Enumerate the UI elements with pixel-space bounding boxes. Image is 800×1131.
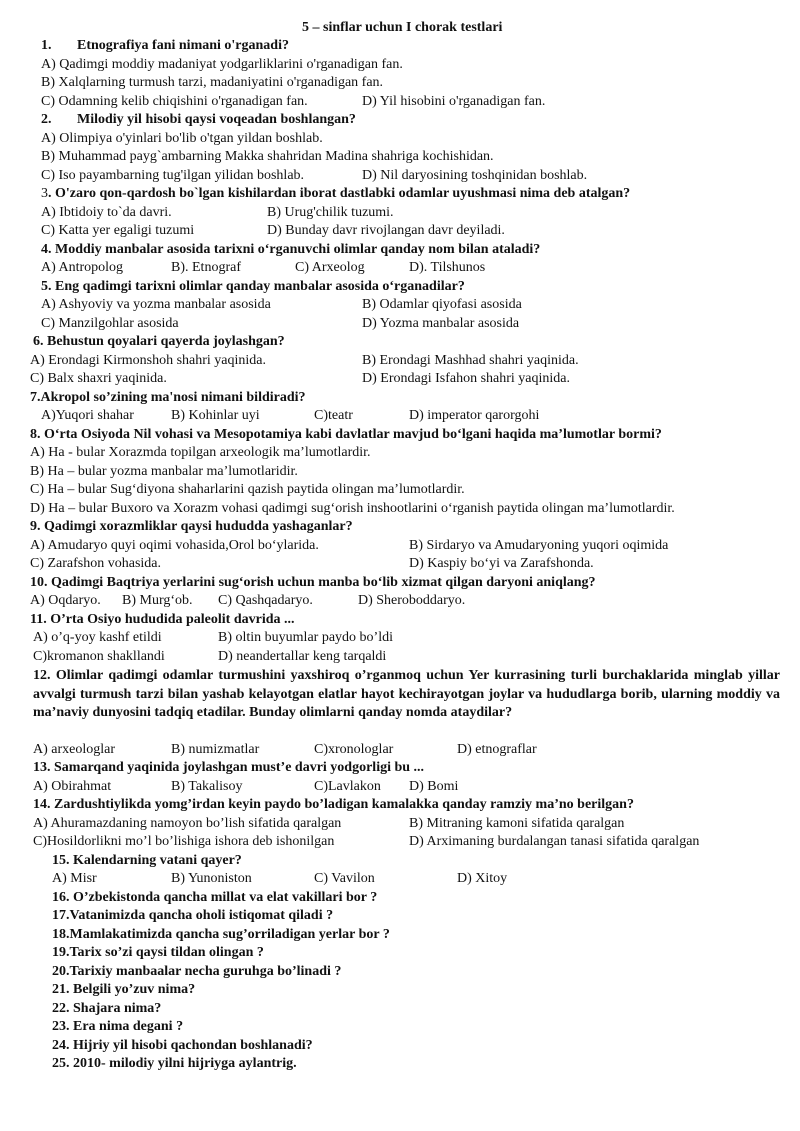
open-question — [0, 1018, 800, 1037]
question-7-option-a: A)Yuqori shahar — [41, 408, 134, 423]
question-4-option-b: B). Etnograf — [171, 260, 241, 275]
question-8-option-c-line — [0, 481, 800, 500]
question-12-option-c: C)xronologlar — [314, 742, 394, 757]
open-question-text: 19.Tarix so’zi qaysi tildan olingan ? — [52, 945, 264, 960]
open-question-text: 20.Tarixiy manbaalar necha guruhga bo’linadi ? — [52, 964, 342, 979]
question-3-text: . O'zaro qon-qardosh bo`lgan kishilardan iborat dastlabki odamlar uyushmasi nima deb atalgan? — [48, 186, 631, 201]
open-question-text: 17.Vatanimizda qancha oholi istiqomat qiladi ? — [52, 908, 334, 923]
question-6-options-ab — [0, 352, 800, 371]
question-1-option-a: A) Qadimgi moddiy madaniyat yodgarliklarini o'rganadigan fan. — [41, 57, 403, 72]
question-9-text: 9. Qadimgi xorazmliklar qaysi hududda yashaganlar? — [30, 519, 353, 534]
question-3-options-cd — [0, 222, 800, 241]
question-6-option-c: C) Balx shaxri yaqinida. — [30, 371, 167, 386]
question-11-option-c: C)kromanon shakllandi — [33, 649, 165, 664]
question-9-option-d: D) Kaspiy bo‘yi va Zarafshonda. — [409, 556, 594, 571]
question-11 — [0, 611, 800, 630]
question-15-options — [0, 870, 800, 889]
question-5-option-c: C) Manzilgohlar asosida — [41, 316, 179, 331]
open-question-text: 22. Shajara nima? — [52, 1001, 162, 1016]
question-3-option-a: A) Ibtidoiy to`da davri. — [41, 205, 172, 220]
open-question-text: 16. O’zbekistonda qancha millat va elat vakillari bor ? — [52, 890, 378, 905]
question-15-option-a: A) Misr — [52, 871, 97, 886]
question-12-options — [0, 741, 800, 760]
question-14-option-d: D) Arximaning burdalangan tanasi sifatida qaralgan — [409, 834, 700, 849]
open-question-text: 25. 2010- milodiy yilni hijriyga aylantrig. — [52, 1056, 297, 1071]
question-12-option-d: D) etnograflar — [457, 742, 537, 757]
question-7-text: 7.Akropol so’zining ma'nosi nimani bildiradi? — [30, 390, 306, 405]
question-1-text: Etnografiya fani nimani o'rganadi? — [77, 38, 289, 53]
question-8-option-c: C) Ha – bular Sug‘diyona shaharlarini qazish paytida olingan ma’lumotlardir. — [30, 482, 465, 497]
question-6-option-b: B) Erondagi Mashhad shahri yaqinida. — [362, 353, 579, 368]
question-12-option-a: A) arxeologlar — [33, 742, 116, 757]
question-11-option-d: D) neandertallar keng tarqaldi — [218, 649, 387, 664]
question-10-option-b: B) Murg‘ob. — [122, 593, 193, 608]
question-1-option-b-line — [0, 74, 800, 93]
question-15 — [0, 852, 800, 871]
question-3-number: 3 — [41, 186, 48, 201]
question-3-option-c: C) Katta yer egaligi tuzumi — [41, 223, 195, 238]
question-14-options-cd — [0, 833, 800, 852]
question-1-option-b: B) Xalqlarning turmush tarzi, madaniyatini o'rganadigan fan. — [41, 75, 384, 90]
question-15-option-b: B) Yunoniston — [171, 871, 252, 886]
question-15-option-d: D) Xitoy — [457, 871, 508, 886]
question-11-option-a: A) o’q-yoy kashf etildi — [33, 630, 162, 645]
question-2-option-c: C) Iso payambarning tug'ilgan yilidan boshlab. — [41, 168, 305, 183]
open-question-text: 24. Hijriy yil hisobi qachondan boshlanadi? — [52, 1038, 313, 1053]
question-5-text: 5. Eng qadimgi tarixni olimlar qanday manbalar asosida o‘rganadilar? — [41, 279, 465, 294]
question-5 — [0, 278, 800, 297]
question-7 — [0, 389, 800, 408]
question-3-options-ab — [0, 204, 800, 223]
question-11-options-cd — [0, 648, 800, 667]
question-15-option-c: C) Vavilon — [314, 871, 375, 886]
question-6 — [0, 333, 800, 352]
title-line — [0, 19, 800, 38]
question-8-option-a: A) Ha - bular Xorazmda topilgan arxeologik ma’lumotlardir. — [30, 445, 371, 460]
question-13-option-c: C)Lavlakon — [314, 779, 381, 794]
question-10-option-d: D) Sheroboddaryo. — [358, 593, 466, 608]
question-7-option-b: B) Kohinlar uyi — [171, 408, 260, 423]
question-1-option-a-line — [0, 56, 800, 75]
open-question — [0, 889, 800, 908]
open-question — [0, 907, 800, 926]
open-question — [0, 981, 800, 1000]
question-6-text: 6. Behustun qoyalari qayerda joylashgan? — [33, 334, 285, 349]
question-13-option-b: B) Takalisoy — [171, 779, 243, 794]
question-5-option-b: B) Odamlar qiyofasi asosida — [362, 297, 522, 312]
question-5-options-cd — [0, 315, 800, 334]
question-1-option-c: C) Odamning kelib chiqishini o'rganadigan fan. — [41, 94, 308, 109]
question-9-options-cd — [0, 555, 800, 574]
question-5-option-a: A) Ashyoviy va yozma manbalar asosida — [41, 297, 271, 312]
question-10-options — [0, 592, 800, 611]
question-8 — [0, 426, 800, 445]
question-14 — [0, 796, 800, 815]
question-8-text: 8. O‘rta Osiyoda Nil vohasi va Mesopotamiya kabi davlatlar mavjud bo‘lgani haqida ma’lumotlar bormi? — [30, 427, 662, 442]
question-2-text: Milodiy yil hisobi qaysi voqeadan boshlangan? — [77, 112, 356, 127]
question-12-option-b: B) numizmatlar — [171, 742, 260, 757]
question-13-options — [0, 778, 800, 797]
question-14-option-b: B) Mitraning kamoni sifatida qaralgan — [409, 816, 625, 831]
question-9-option-c: C) Zarafshon vohasida. — [30, 556, 162, 571]
question-4-options — [0, 259, 800, 278]
question-1-option-d: D) Yil hisobini o'rganadigan fan. — [362, 94, 546, 109]
question-11-text: 11. O’rta Osiyo hududida paleolit davrida ... — [30, 612, 295, 627]
question-8-option-b: B) Ha – bular yozma manbalar ma’lumotlaridir. — [30, 464, 298, 479]
question-13-text: 13. Samarqand yaqinida joylashgan must’e davri yodgorligi bu ... — [33, 760, 425, 775]
open-question — [0, 963, 800, 982]
question-3-option-b: B) Urug'chilik tuzumi. — [267, 205, 394, 220]
question-2-option-a-line — [0, 130, 800, 149]
question-4 — [0, 241, 800, 260]
question-10-option-a: A) Oqdaryo. — [30, 593, 101, 608]
open-question-text: 18.Mamlakatimizda qancha sug’orriladigan yerlar bor ? — [52, 927, 390, 942]
question-6-option-d: D) Erondagi Isfahon shahri yaqinida. — [362, 371, 570, 386]
question-4-option-a: A) Antropolog — [41, 260, 124, 275]
question-10-option-c: C) Qashqadaryo. — [218, 593, 313, 608]
question-7-option-d: D) imperator qarorgohi — [409, 408, 540, 423]
question-4-text: 4. Moddiy manbalar asosida tarixni o‘rganuvchi olimlar qanday nom bilan ataladi? — [41, 242, 541, 257]
question-1 — [0, 37, 800, 56]
question-10-text: 10. Qadimgi Baqtriya yerlarini sug‘orish uchun manba bo‘lib xizmat qilgan daryoni aniqlang? — [30, 575, 596, 590]
question-8-option-a-line — [0, 444, 800, 463]
question-8-option-d: D) Ha – bular Buxoro va Xorazm vohasi qadimgi sug‘orish inshootlarini o‘rganish paytida olingan ma’lumotlardir. — [30, 501, 675, 516]
question-1-options-cd — [0, 93, 800, 112]
question-3-option-d: D) Bunday davr rivojlangan davr deyiladi. — [267, 223, 505, 238]
question-2-option-a: A) Olimpiya o'yinlari bo'lib o'tgan yildan boshlab. — [41, 131, 323, 146]
open-question — [0, 1055, 800, 1074]
question-5-options-ab — [0, 296, 800, 315]
question-2-option-b-line — [0, 148, 800, 167]
question-15-text: 15. Kalendarning vatani qayer? — [52, 853, 242, 868]
question-8-option-b-line — [0, 463, 800, 482]
question-4-option-d: D). Tilshunos — [409, 260, 486, 275]
question-14-text: 14. Zardushtiylikda yomg’irdan keyin paydo bo’ladigan kamalakka qanday ramziy ma’no berilgan? — [33, 797, 634, 812]
question-3 — [0, 185, 800, 204]
question-7-options — [0, 407, 800, 426]
question-1-number: 1. — [41, 38, 52, 53]
question-5-option-d: D) Yozma manbalar asosida — [362, 316, 520, 331]
question-11-option-b: B) oltin buyumlar paydo bo’ldi — [218, 630, 393, 645]
question-9-options-ab — [0, 537, 800, 556]
question-14-option-c: C)Hosildorlikni mo’l bo’lishiga ishora deb ishonilgan — [33, 834, 335, 849]
question-13-option-d: D) Bomi — [409, 779, 459, 794]
open-question — [0, 1000, 800, 1019]
question-11-options-ab — [0, 629, 800, 648]
question-6-options-cd — [0, 370, 800, 389]
question-10 — [0, 574, 800, 593]
question-2-options-cd — [0, 167, 800, 186]
question-9 — [0, 518, 800, 537]
question-2-option-d: D) Nil daryosining toshqinidan boshlab. — [362, 168, 588, 183]
question-9-option-b: B) Sirdaryo va Amudaryoning yuqori oqimida — [409, 538, 669, 553]
question-8-option-d-line — [0, 500, 800, 519]
question-13-option-a: A) Obirahmat — [33, 779, 112, 794]
open-question — [0, 944, 800, 963]
question-7-option-c: C)teatr — [314, 408, 353, 423]
question-2-number: 2. — [41, 112, 52, 127]
open-question-text: 23. Era nima degani ? — [52, 1019, 184, 1034]
question-14-option-a: A) Ahuramazdaning namoyon bo’lish sifatida qaralgan — [33, 816, 342, 831]
question-14-options-ab — [0, 815, 800, 834]
question-6-option-a: A) Erondagi Kirmonshoh shahri yaqinida. — [30, 353, 267, 368]
open-question — [0, 1037, 800, 1056]
question-12-text: 12. Olimlar qadimgi odamlar turmushini yaxshiroq o’rganmoq uchun Yer kurrasining turli burchaklarida minglab yillar avvalgi turmush tarzi bilan yashab kelayotgan elatlar hayot kechirayotgan joylar va hududlarga borib, ularning moddiy va ma’naviy dunyosini tadqiq etadilar. Bunday olimlarni qanday nomda ataydilar? — [33, 668, 780, 720]
page-title: 5 – sinflar uchun I chorak testlari — [302, 20, 503, 35]
question-9-option-a: A) Amudaryo quyi oqimi vohasida,Orol bo‘ylarida. — [30, 538, 319, 553]
question-4-option-c: C) Arxeolog — [295, 260, 365, 275]
question-2 — [0, 111, 800, 130]
open-question-text: 21. Belgili yo’zuv nima? — [52, 982, 196, 997]
open-question — [0, 926, 800, 945]
question-13 — [0, 759, 800, 778]
question-2-option-b: B) Muhammad payg`ambarning Makka shahridan Madina shahriga kochishidan. — [41, 149, 494, 164]
